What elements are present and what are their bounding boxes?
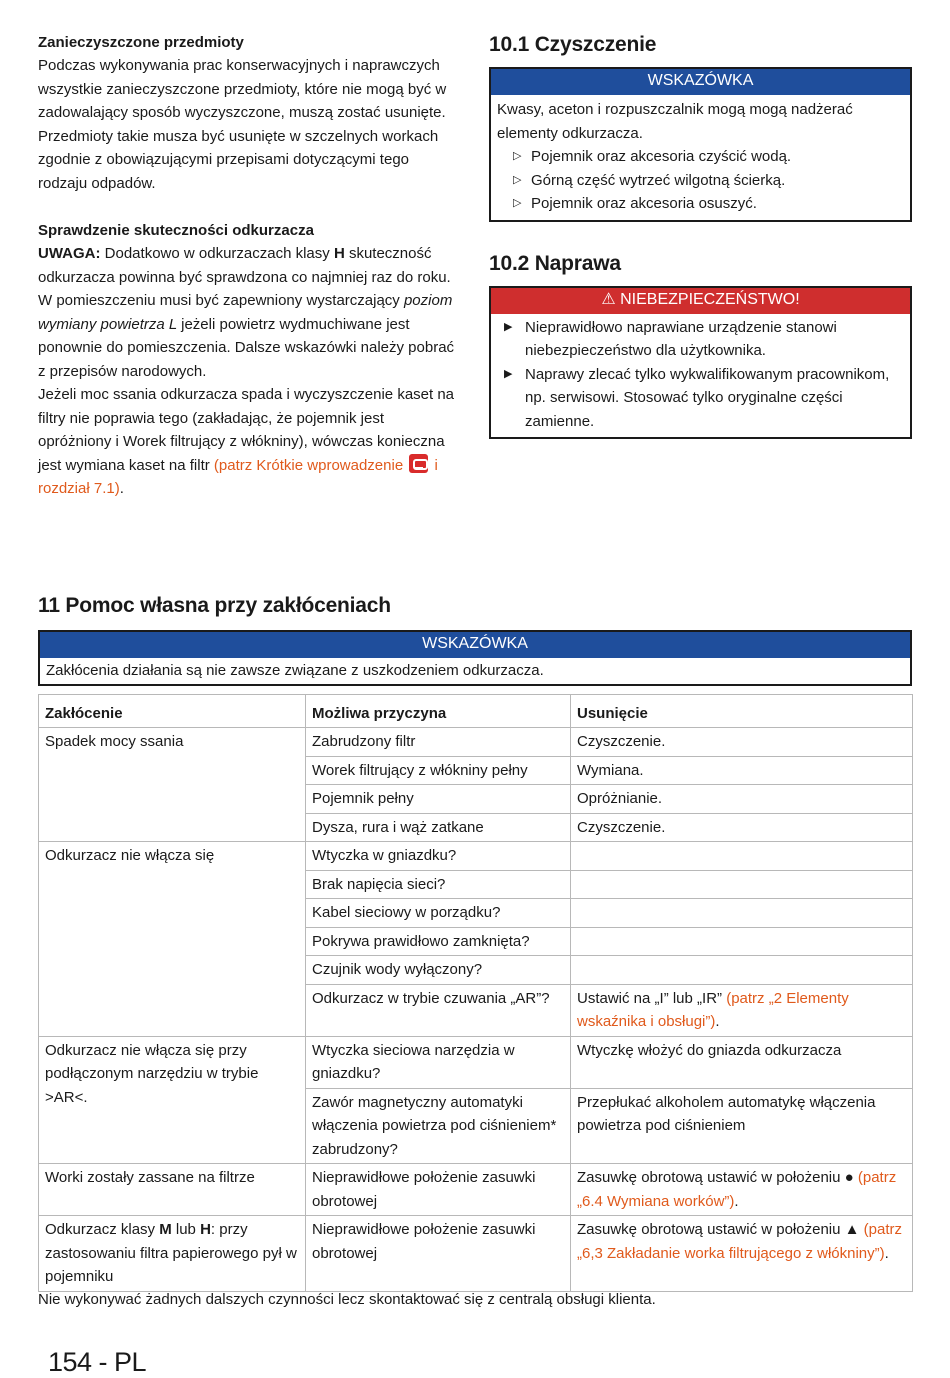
cause-cell: Pojemnik pełny bbox=[306, 785, 571, 814]
fix-cell bbox=[571, 1216, 913, 1292]
list-item bbox=[497, 316, 904, 363]
section-10-2-title: 10.2 Naprawa bbox=[489, 251, 621, 275]
col-header-cause: Możliwa przyczyna bbox=[306, 694, 571, 728]
fix-cell bbox=[571, 842, 913, 871]
table-row bbox=[39, 1036, 913, 1088]
fault-cell: Worki zostały zassane na filtrze bbox=[39, 1164, 306, 1216]
cause-cell: Pokrywa prawidłowo zamknięta? bbox=[306, 927, 571, 956]
fix-text-end: . bbox=[884, 1244, 889, 1262]
fix-cell: Czyszczenie. bbox=[571, 813, 913, 842]
fault-cell: Spadek mocy ssania bbox=[39, 728, 306, 842]
danger-header: ⚠ NIEBEZPIECZEŃSTWO! bbox=[491, 288, 910, 314]
fix-cell bbox=[571, 927, 913, 956]
uwaga-text-a: Dodatkowo w odkurzaczach klasy bbox=[100, 245, 334, 262]
fault-text: Odkurzacz klasy bbox=[45, 1221, 160, 1238]
contact-service-note: Nie wykonywać żadnych dalszych czynności lecz skontaktować się z centralą obsługi klienta. bbox=[38, 1291, 656, 1308]
fix-cell bbox=[571, 870, 913, 899]
left-column bbox=[38, 31, 456, 501]
note-box-faults bbox=[38, 630, 912, 686]
table-header-row bbox=[39, 694, 913, 728]
note-body bbox=[40, 658, 910, 684]
note-item-text: Pojemnik oraz akcesoria czyścić wodą. bbox=[531, 148, 792, 165]
cause-cell: Kabel sieciowy w porządku? bbox=[306, 899, 571, 928]
cause-cell: Dysza, rura i wąż zatkane bbox=[306, 813, 571, 842]
arrow-outline-icon: ▷ bbox=[513, 173, 522, 186]
list-item bbox=[497, 169, 904, 193]
paragraph-filter-replace bbox=[38, 383, 456, 501]
quick-guide-icon bbox=[409, 454, 428, 473]
uwaga-label: UWAGA: bbox=[38, 245, 101, 262]
list-item bbox=[497, 363, 904, 434]
danger-item-text: Naprawy zlecać tylko wykwalifikowanym pracownikom, np. serwisowi. Stosować tylko oryginalne części zamienne. bbox=[525, 365, 890, 430]
table-row bbox=[39, 728, 913, 757]
note-text: Zakłócenia działania są nie zawsze związane z uszkodzeniem odkurzacza. bbox=[46, 662, 544, 679]
heading-efficiency-check: Sprawdzenie skuteczności odkurzacza bbox=[38, 222, 314, 239]
list-item bbox=[497, 192, 904, 216]
note-item-text: Pojemnik oraz akcesoria osuszyć. bbox=[531, 195, 757, 212]
cause-cell: Wtyczka sieciowa narzędzia w gniazdku? bbox=[306, 1036, 571, 1088]
cause-cell: Zawór magnetyczny automatyki włączenia powietrza pod ciśnieniem* zabrudzony? bbox=[306, 1088, 571, 1164]
class-h: H bbox=[200, 1221, 211, 1238]
arrow-outline-icon: ▷ bbox=[513, 197, 522, 209]
list-item bbox=[497, 145, 904, 169]
fault-cell: Odkurzacz nie włącza się bbox=[39, 842, 306, 1037]
cause-cell: Wtyczka w gniazdku? bbox=[306, 842, 571, 871]
fix-text: Ustawić na „I” lub „IR” bbox=[577, 989, 727, 1007]
note-text: Kwasy, aceton i rozpuszczalnik mogą mogą nadżerać elementy odkurzacza. bbox=[497, 101, 853, 142]
link-quick-intro-text: (patrz Krótkie wprowadzenie bbox=[213, 456, 408, 474]
link-chapter-text: i rozdział 7.1) bbox=[38, 456, 438, 497]
fix-cell: Przepłukać alkoholem automatykę włączenia powietrza pod ciśnieniem bbox=[571, 1088, 913, 1164]
danger-box-repair bbox=[489, 286, 912, 440]
fix-text: Zasuwkę obrotową ustawić w położeniu ● bbox=[577, 1169, 858, 1186]
fault-text: lub bbox=[171, 1221, 201, 1238]
arrow-outline-icon: ▷ bbox=[513, 150, 522, 162]
heading-contaminated-items: Zanieczyszczone przedmioty bbox=[38, 34, 244, 51]
arrow-filled-icon: ▶ bbox=[504, 367, 513, 380]
air-text-italic: poziom wymiany powietrza L bbox=[38, 292, 453, 333]
paragraph-air-exchange bbox=[38, 289, 456, 383]
cause-cell: Worek filtrujący z włókniny pełny bbox=[306, 756, 571, 785]
cause-cell: Brak napięcia sieci? bbox=[306, 870, 571, 899]
paragraph-contaminated-items: Podczas wykonywania prac konserwacyjnych i naprawczych wszystkie zanieczyszczone przedmioty, które nie mogą być w zadowalający sposób wyczyszczone, muszą zostać usunięte. Przedmioty takie musza być usunięte w szczelnych workach zgodnie z obowiązującymi przepisami dotyczącymi tego rodzaju odpadów. bbox=[38, 57, 447, 192]
uwaga-text-b: skuteczność odkurzacza powinna być sprawdzona co najmniej raz do roku. bbox=[38, 245, 451, 286]
page-number: 154 - PL bbox=[48, 1347, 147, 1377]
filter-text: Jeżeli moc ssania odkurzacza spada i wyczyszczenie kaset na filtry nie poprawia tego (zakładając, że pojemnik jest opróżniony i Worek filtrujący z włókniny), wówczas konieczna jest wymiana kaset na filtr bbox=[38, 386, 455, 474]
section-11 bbox=[38, 592, 912, 1292]
table-row bbox=[39, 1164, 913, 1216]
fix-text-end: . bbox=[715, 1013, 720, 1030]
cause-cell: Czujnik wody wyłączony? bbox=[306, 956, 571, 985]
note-item-text: Górną część wytrzeć wilgotną ścierką. bbox=[531, 171, 786, 189]
fix-cell: Czyszczenie. bbox=[571, 728, 913, 757]
troubleshooting-table bbox=[38, 694, 913, 1292]
link-elements[interactable]: (patrz „2 Elementy wskaźnika i obsługi”) bbox=[577, 989, 849, 1030]
section-11-title: 11 Pomoc własna przy zakłóceniach bbox=[38, 594, 391, 617]
fix-cell: Opróżnianie. bbox=[571, 785, 913, 814]
air-text-b: jeżeli powietrz wydmuchiwane jest ponownie do pomieszczenia. Dalsze wskazówki należy pobrać z przepisów narodowych. bbox=[38, 315, 455, 380]
cause-cell: Odkurzacz w trybie czuwania „AR”? bbox=[306, 984, 571, 1036]
col-header-fault: Zakłócenie bbox=[39, 694, 306, 728]
fault-cell: Odkurzacz nie włącza się przy podłączonym narzędziu w trybie >AR<. bbox=[39, 1036, 306, 1164]
fix-text: Zasuwkę obrotową ustawić w położeniu ▲ bbox=[577, 1221, 864, 1238]
fault-cell bbox=[39, 1216, 306, 1292]
section-10-1-title: 10.1 Czyszczenie bbox=[489, 33, 657, 56]
fix-cell bbox=[571, 1164, 913, 1216]
cause-cell: Nieprawidłowe położenie zasuwki obrotowej bbox=[306, 1216, 571, 1292]
fix-text-end: . bbox=[734, 1192, 739, 1210]
fix-cell: Wymiana. bbox=[571, 756, 913, 785]
fix-cell bbox=[571, 899, 913, 928]
note-header: WSKAZÓWKA bbox=[491, 69, 910, 95]
class-m: M bbox=[159, 1221, 172, 1238]
filter-text-end: . bbox=[119, 480, 124, 497]
air-text-a: W pomieszczeniu musi być zapewniony wystarczający bbox=[38, 292, 404, 309]
fault-text: : przy zastosowaniu filtra papierowego pył w pojemniku bbox=[45, 1221, 297, 1285]
table-row bbox=[39, 1216, 913, 1292]
fix-cell: Wtyczkę włożyć do gniazda odkurzacza bbox=[571, 1036, 913, 1088]
link-bag-replace[interactable]: (patrz „6.4 Wymiana worków”) bbox=[577, 1169, 897, 1210]
table-row bbox=[39, 842, 913, 871]
cause-cell: Zabrudzony filtr bbox=[306, 728, 571, 757]
paragraph-uwaga bbox=[38, 242, 456, 289]
danger-body bbox=[491, 314, 910, 438]
uwaga-class-h: H bbox=[333, 245, 345, 262]
note-body bbox=[491, 95, 910, 220]
arrow-filled-icon: ▶ bbox=[504, 320, 513, 333]
right-column bbox=[489, 31, 912, 439]
cause-cell: Nieprawidłowe położenie zasuwki obrotowej bbox=[306, 1164, 571, 1216]
danger-item-text: Nieprawidłowo naprawiane urządzenie stanowi niebezpieczeństwo dla użytkownika. bbox=[525, 318, 837, 359]
note-header: WSKAZÓWKA bbox=[40, 632, 910, 658]
link-filter-bag[interactable]: (patrz „6,3 Zakładanie worka filtrującego z włókniny”) bbox=[577, 1221, 902, 1262]
col-header-fix: Usunięcie bbox=[571, 694, 913, 728]
note-box-cleaning bbox=[489, 67, 912, 222]
fix-cell bbox=[571, 984, 913, 1036]
fix-cell bbox=[571, 956, 913, 985]
